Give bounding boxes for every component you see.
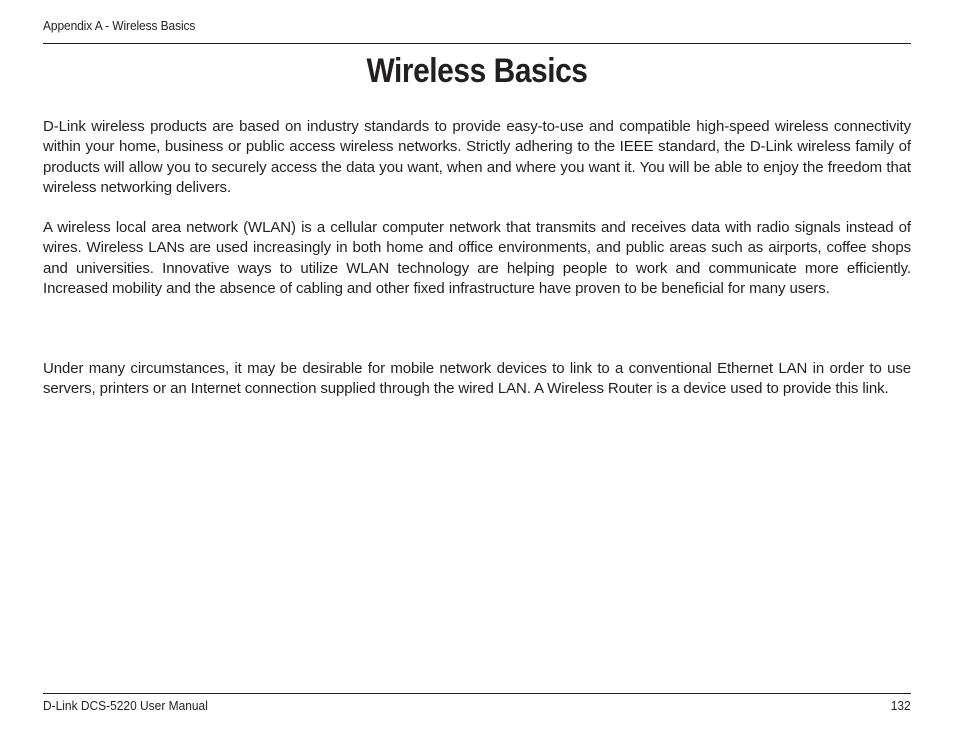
paragraph-wlan: A wireless local area network (WLAN) is a cellular computer network that transmits and receives data with radio signals instead of wires. Wireless LANs are used increasingly in both home and office environments, and public areas such as airports, coffee shops and universities. Innovative ways to utilize WLAN technology are helping people to work and communicate more efficiently. Increased mobility and the absence of cabling and other fixed infrastructure have proven to be beneficial for many users.	[43, 219, 911, 297]
footer-divider	[43, 693, 911, 694]
header-divider	[43, 43, 911, 44]
paragraph-intro: D-Link wireless products are based on industry standards to provide easy-to-use and compatible high-speed wireless connectivity within your home, business or public access wireless networks. Strictly adhering to the IEEE standard, the D-Link wireless family of products will allow you to securely access the data you want, when and where you want it. You will be able to enjoy the freedom that wireless networking delivers.	[43, 118, 911, 196]
page-title: Wireless Basics	[366, 52, 588, 90]
paragraph-router: Under many circumstances, it may be desirable for mobile network devices to link to a conventional Ethernet LAN in order to use servers, printers or an Internet connection supplied through the wired LAN. A Wireless Router is a device used to provide this link.	[43, 360, 911, 398]
page-number: 132	[891, 698, 911, 713]
running-header: Appendix A - Wireless Basics	[43, 18, 196, 33]
footer-manual-title: D-Link DCS-5220 User Manual	[43, 698, 208, 713]
